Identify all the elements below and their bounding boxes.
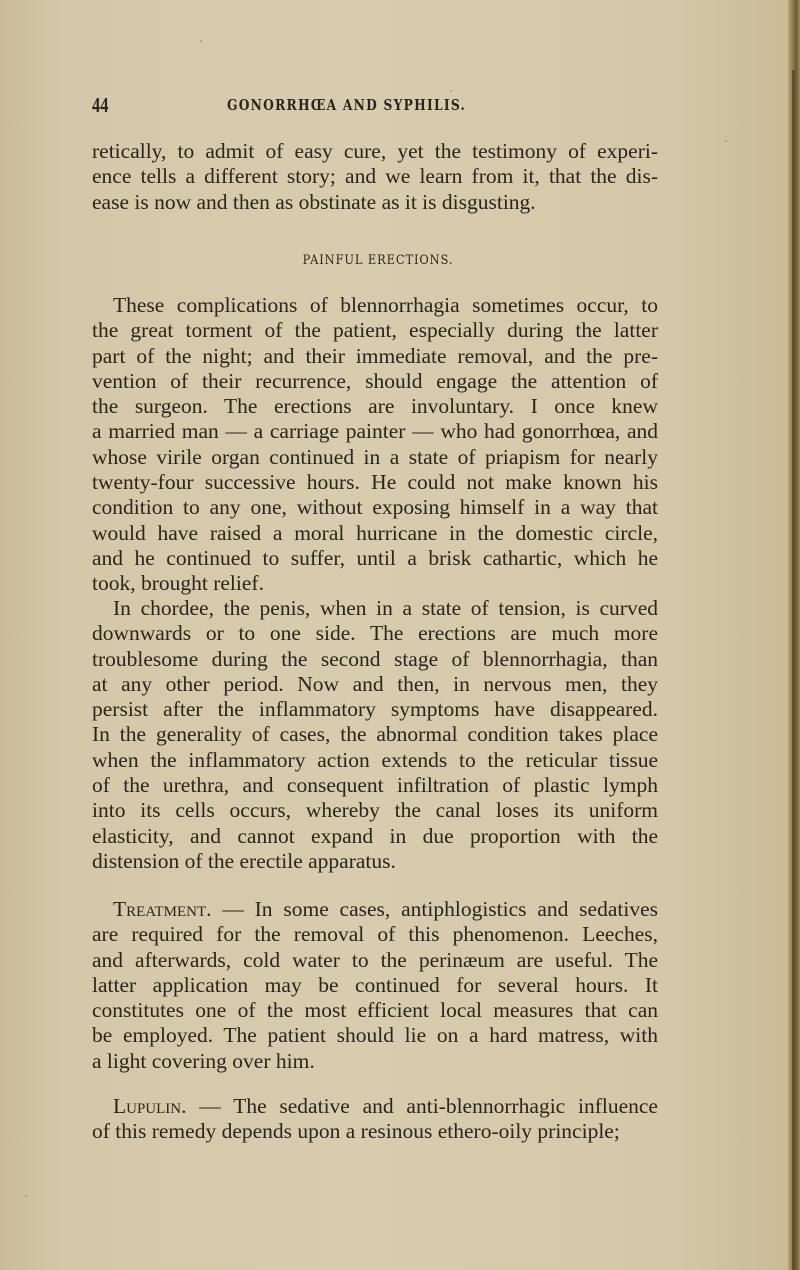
text-line: took, brought relief. xyxy=(92,571,264,596)
text-line: ence tells a different story; and we learn from it, that the dis- xyxy=(92,164,658,189)
text-line: In the generality of cases, the abnormal condition takes place xyxy=(92,722,658,747)
page-edge-shadow xyxy=(792,70,795,1270)
paper-speck xyxy=(25,1195,27,1197)
text-line: the great torment of the patient, especially during the latter xyxy=(92,318,658,343)
section-heading: PAINFUL ERECTIONS. xyxy=(302,253,454,268)
opening-paragraph xyxy=(92,139,658,215)
page-number: 44 xyxy=(92,93,109,117)
em-dash: — xyxy=(186,1094,234,1118)
treatment-first-line: In some cases, antiphlogistics and sedatives xyxy=(254,897,658,921)
text-line: whose virile organ continued in a state of priapism for nearly xyxy=(92,444,658,469)
text-line: the surgeon. The erections are involuntary. I once knew xyxy=(92,394,658,419)
lupulin-run-in-heading: Lupulin. xyxy=(113,1094,187,1118)
treatment-run-in-heading: Treatment. xyxy=(113,897,212,921)
text-line: vention of their recurrence, should engage the attention of xyxy=(92,368,658,393)
text-line: These complications of blennorrhagia sometimes occur, to xyxy=(113,293,658,317)
text-line: of this remedy depends upon a resinous ethero-oily principle; xyxy=(92,1119,620,1144)
paragraph-painful-erections xyxy=(92,293,658,597)
text-line xyxy=(92,897,658,922)
text-line: of the urethra, and consequent infiltration of plastic lymph xyxy=(92,773,658,798)
em-dash: — xyxy=(211,897,255,921)
text-line: retically, to admit of easy cure, yet the testimony of experi- xyxy=(92,139,658,163)
paper-speck xyxy=(725,140,727,142)
running-head: GONORRHŒA AND SYPHILIS. xyxy=(227,96,467,114)
text-line: a light covering over him. xyxy=(92,1048,315,1073)
text-line: and he continued to suffer, until a brisk cathartic, which he xyxy=(92,545,658,570)
text-line: would have raised a moral hurricane in the domestic circle, xyxy=(92,520,658,545)
text-line: when the inflammatory action extends to the reticular tissue xyxy=(92,747,658,772)
text-line: be employed. The patient should lie on a hard matress, with xyxy=(92,1023,658,1048)
paragraph-treatment xyxy=(92,897,658,1074)
text-line: condition to any one, without exposing himself in a way that xyxy=(92,495,658,520)
text-line: downwards or to one side. The erections are much more xyxy=(92,621,658,646)
text-line: persist after the inflammatory symptoms have disappeared. xyxy=(92,697,658,722)
text-line: a married man — a carriage painter — who had gonorrhœa, and xyxy=(92,419,658,444)
lupulin-first-line: The sedative and anti-blennorrhagic influence xyxy=(233,1094,658,1118)
text-line: at any other period. Now and then, in nervous men, they xyxy=(92,671,658,696)
text-line: distension of the erectile apparatus. xyxy=(92,848,396,873)
text-line: In chordee, the penis, when in a state of tension, is curved xyxy=(113,596,658,620)
text-line: constitutes one of the most efficient local measures that can xyxy=(92,998,658,1023)
paragraph-chordee xyxy=(92,596,658,874)
paragraph-lupulin xyxy=(92,1094,658,1145)
text-line xyxy=(92,1094,658,1119)
text-line: are required for the removal of this phenomenon. Leeches, xyxy=(92,922,658,947)
text-line: twenty-four successive hours. He could not make known his xyxy=(92,470,658,495)
paper-speck xyxy=(200,40,202,42)
text-line: ease is now and then as obstinate as it is disgusting. xyxy=(92,189,536,214)
text-line: into its cells occurs, whereby the canal loses its uniform xyxy=(92,798,658,823)
text-line: elasticity, and cannot expand in due proportion with the xyxy=(92,823,658,848)
text-line: part of the night; and their immediate removal, and the pre- xyxy=(92,343,658,368)
text-line: and afterwards, cold water to the perinæum are useful. The xyxy=(92,947,658,972)
paper-speck xyxy=(450,90,452,92)
text-line: latter application may be continued for several hours. It xyxy=(92,972,658,997)
text-line: troublesome during the second stage of blennorrhagia, than xyxy=(92,646,658,671)
page-header xyxy=(92,93,672,117)
